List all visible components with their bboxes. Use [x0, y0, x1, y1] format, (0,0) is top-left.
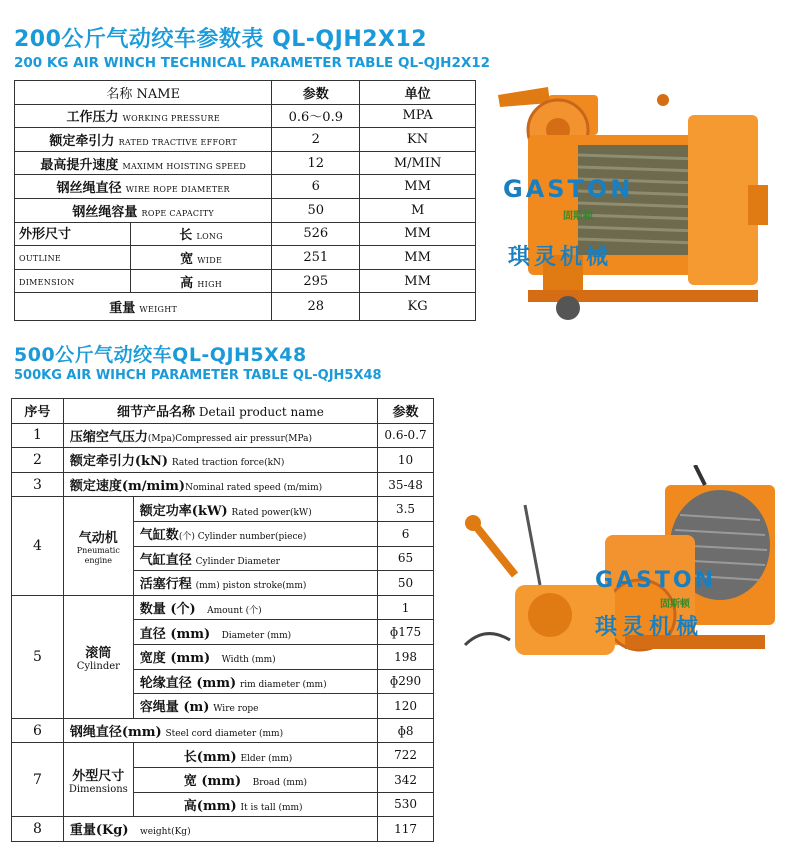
row-label-en: MAXIMM HOISTING SPEED: [122, 161, 247, 171]
group-en1: Pneumatic: [76, 545, 120, 555]
row-label-cn: 额定牵引力(kN): [69, 454, 169, 470]
row-label-en: weight(Kg): [139, 827, 191, 838]
section1-title-cn: 200公斤气动绞车参数表 QL-QJH2X12: [14, 27, 428, 52]
watermark-cn: 琪灵机械: [508, 245, 613, 270]
outline-label-en1: [15, 246, 131, 270]
section2-title-cn: 500公斤气动绞车QL-QJH5X48: [14, 344, 307, 366]
table-row: [12, 448, 434, 473]
header-name: 名称 NAME: [15, 81, 272, 105]
table-row: [15, 128, 476, 152]
row-label-en: It is tall (mm): [240, 802, 303, 813]
table-header-row: [12, 399, 434, 424]
row-label-cn: 宽度 (mm): [139, 651, 211, 667]
row-label-en: Nominal rated speed (m/mim): [185, 483, 323, 494]
row-no: 4: [12, 497, 64, 595]
row-label-cn: 宽 (mm): [183, 774, 242, 790]
row-label-en: WEIGHT: [139, 305, 178, 315]
row-label-cn: 高: [180, 275, 194, 291]
watermark-brand: GASTON: [595, 568, 717, 593]
row-value: 722: [378, 743, 434, 768]
group-en: Dimensions: [68, 783, 128, 795]
group-label: [63, 743, 133, 817]
row-label-en: (Mpa)Compressed air pressur(MPa): [147, 433, 313, 444]
header-param: 参数: [272, 81, 360, 105]
row-value: 10: [378, 448, 434, 473]
table-row: [15, 175, 476, 199]
row-unit: MM: [360, 175, 476, 199]
row-value: 251: [272, 246, 360, 270]
row-no: 1: [12, 423, 64, 448]
row-label-cn: 宽: [180, 251, 194, 267]
row-label-cn: 活塞行程: [139, 577, 192, 593]
row-no: 5: [12, 595, 64, 718]
row-unit: MM: [360, 246, 476, 270]
row-label-en: Rated power(kW): [231, 507, 312, 518]
row-label-en: WIRE ROPE DIAMETER: [125, 185, 230, 195]
row-label-en: RATED TRACTIVE EFFORT: [118, 137, 237, 147]
row-label-cn: 钢丝绳直径: [56, 181, 122, 197]
row-label-en: Cylinder Diameter: [195, 556, 280, 567]
row-label-en: LONG: [196, 232, 223, 242]
row-value: 342: [378, 767, 434, 792]
parameter-table-500kg: [11, 398, 434, 842]
row-value: 50: [378, 571, 434, 596]
watermark-brand: GASTON: [503, 175, 634, 203]
header-param: 参数: [378, 399, 434, 424]
table-row: [15, 246, 476, 270]
row-value: ɸ8: [378, 718, 434, 743]
row-label-cn: 最高提升速度: [40, 157, 119, 173]
row-label-cn: 重量(Kg): [69, 823, 129, 839]
row-value: 12: [272, 151, 360, 175]
row-value: 198: [378, 644, 434, 669]
table-row: [12, 718, 434, 743]
row-label-cn: 气缸直径: [139, 552, 192, 568]
row-unit: M: [360, 198, 476, 222]
winch-image-500kg: [455, 465, 785, 695]
header-no: 序号: [12, 399, 64, 424]
table-row: [15, 222, 476, 246]
row-unit: MM: [360, 222, 476, 246]
row-label-en: Amount (个): [207, 606, 262, 617]
row-label-cn: 压缩空气压力: [69, 429, 148, 445]
row-label-en: (mm) piston stroke(mm): [195, 581, 307, 592]
watermark-small: 固斯顿: [563, 211, 593, 222]
outline-cn: 外形尺寸: [19, 226, 72, 242]
group-en2: engine: [84, 555, 113, 565]
watermark-small: 固斯顿: [660, 599, 690, 610]
row-label-cn: 直径 (mm): [139, 626, 211, 642]
group-cn: 外型尺寸: [72, 768, 125, 784]
row-unit: KN: [360, 128, 476, 152]
table-row: [15, 198, 476, 222]
watermark-cn: 琪灵机械: [595, 615, 704, 640]
header-name-cn: 细节产品名称: [117, 405, 196, 421]
row-value: 35-48: [378, 472, 434, 497]
row-value: 1: [378, 595, 434, 620]
parameter-table-200kg: [14, 80, 476, 321]
table-row: [15, 104, 476, 128]
row-value: 2: [272, 128, 360, 152]
row-no: 3: [12, 472, 64, 497]
group-cn: 滚筒: [85, 645, 112, 661]
row-label-cn: 轮缘直径 (mm): [139, 675, 237, 691]
row-value: 120: [378, 694, 434, 719]
outline-en2: DIMENSION: [19, 277, 75, 287]
header-name-en: Detail product name: [198, 405, 324, 420]
row-label-en: Width (mm): [221, 655, 276, 666]
row-label-en: Elder (mm): [240, 753, 293, 764]
row-label-cn: 钢丝绳容量: [72, 204, 138, 220]
row-label-cn: 数量 (个): [139, 602, 196, 618]
row-label-en: Broad (mm): [252, 778, 308, 789]
row-label-cn: 高(mm): [183, 798, 237, 814]
row-label-cn: 钢绳直径(mm): [69, 725, 162, 741]
group-label: [63, 497, 133, 595]
row-no: 2: [12, 448, 64, 473]
row-unit: MM: [360, 269, 476, 293]
row-label-cn: 额定牵引力: [49, 133, 115, 149]
outline-en1: OUTLINE: [19, 253, 62, 263]
row-value: ɸ290: [378, 669, 434, 694]
table-row: [12, 743, 434, 768]
row-value: 6: [272, 175, 360, 199]
row-unit: MPA: [360, 104, 476, 128]
row-label-en: Steel cord diameter (mm): [165, 729, 284, 740]
row-value: 28: [272, 293, 360, 321]
row-value: 0.6～0.9: [272, 104, 360, 128]
row-label-en: WORKING PRESSURE: [122, 114, 220, 124]
table-row: [12, 817, 434, 842]
row-value: 530: [378, 792, 434, 817]
row-label-en: WIDE: [197, 255, 223, 265]
row-label-cn: 长: [179, 228, 193, 244]
row-value: 50: [272, 198, 360, 222]
row-value: 295: [272, 269, 360, 293]
row-label-cn: 额定功率(kW): [139, 503, 228, 519]
row-label-cn: 重量: [109, 301, 136, 317]
row-value: 0.6-0.7: [378, 423, 434, 448]
row-unit: KG: [360, 293, 476, 321]
group-label: [63, 595, 133, 718]
row-label-cn: 长(mm): [183, 749, 237, 765]
row-no: 6: [12, 718, 64, 743]
table-header-row: [15, 81, 476, 105]
row-value: 526: [272, 222, 360, 246]
row-no: 8: [12, 817, 64, 842]
row-unit: M/MIN: [360, 151, 476, 175]
row-value: ɸ175: [378, 620, 434, 645]
row-label-cn: 容绳量 (m): [139, 700, 210, 716]
row-value: 117: [378, 817, 434, 842]
row-label-en: Rated traction force(kN): [171, 458, 285, 469]
row-label-cn: 工作压力: [66, 110, 119, 126]
table-row: [15, 151, 476, 175]
table-row: [12, 472, 434, 497]
table-row: [15, 269, 476, 293]
table-row: [12, 423, 434, 448]
outline-label-cn: [15, 222, 131, 246]
table-row: [15, 293, 476, 321]
row-no: 7: [12, 743, 64, 817]
row-label-en: Wire rope: [213, 704, 259, 715]
group-cn: 气动机: [78, 530, 118, 546]
row-label-cn: 额定速度(m/mim): [69, 479, 186, 495]
section2-title-en: 500KG AIR WIHCH PARAMETER TABLE QL-QJH5X48: [14, 368, 382, 383]
row-value: 3.5: [378, 497, 434, 522]
outline-label-en2: [15, 269, 131, 293]
row-label-cn: 气缸数: [139, 528, 179, 544]
row-label-en: (个) Cylinder number(piece): [178, 532, 307, 543]
row-label-en: Diameter (mm): [221, 630, 292, 641]
header-unit: 单位: [360, 81, 476, 105]
group-en: Cylinder: [76, 660, 120, 672]
row-value: 6: [378, 521, 434, 546]
section1-title-en: 200 KG AIR WINCH TECHNICAL PARAMETER TABLE QL-QJH2X12: [14, 55, 491, 71]
row-value: 65: [378, 546, 434, 571]
row-label-en: rim diameter (mm): [239, 679, 327, 690]
row-label-en: ROPE CAPACITY: [141, 208, 215, 218]
winch-image-200kg: [488, 75, 778, 325]
row-label-en: HIGH: [197, 279, 223, 289]
table-row: [12, 497, 434, 522]
table-row: [12, 595, 434, 620]
